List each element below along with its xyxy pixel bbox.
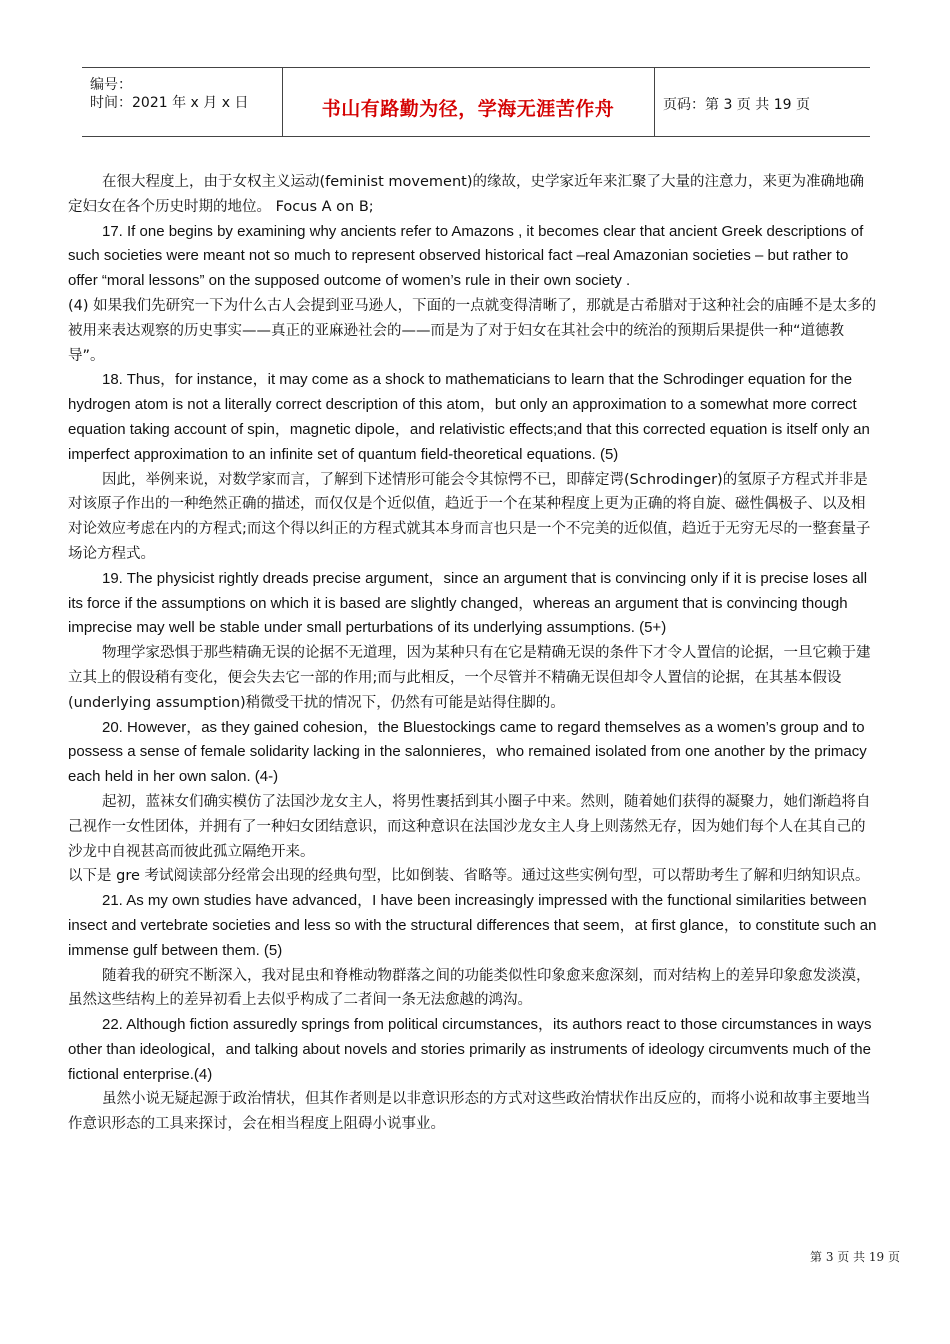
- paragraph-22-zh: 虽然小说无疑起源于政治情状，但其作者则是以非意识形态的方式对这些政治情状作出反应的，而将小说和故事主要地当作意识形态的工具来探讨，会在相当程度上阻碍小说事业。: [68, 1091, 871, 1133]
- paragraph-intro-zh: 在很大程度上，由于女权主义运动(feminist movement)的缘故，史学家近年来汇聚了大量的注意力，来更为准确地确定妇女在各个历史时期的地位。 Focus A on B;: [68, 174, 864, 215]
- header-motto-cell: [282, 68, 655, 136]
- document-number-label: 编号：: [90, 77, 132, 93]
- paragraph-17-en: 17. If one begins by examining why ancients refer to Amazons , it becomes clear that ancient Greek descriptions of such societies were meant not so much to represent observed historical fact –real Amazonian societies – but rather to offer “moral lessons” on the supposed outcome of women’s rule in their own society .: [68, 222, 864, 290]
- header-page-cell: [654, 68, 870, 136]
- document-time-label: 时间：2021 年 x 月 x 日: [90, 95, 249, 111]
- footer-page-number: 第 3 页 共 19 页: [810, 1250, 900, 1264]
- paragraph-19-zh: 物理学家恐惧于那些精确无误的论据不无道理，因为某种只有在它是精确无误的条件下才令人置信的论据，一旦它赖于建立其上的假设稍有变化，便会失去它一部的作用;而与此相反，一个尽管并不精确无误但却令人置信的论据，在其基本假设(underlying assumption)稍微受干扰的情况下，仍然有可能是站得住脚的。: [68, 645, 871, 711]
- header-meta-cell: [82, 68, 283, 136]
- paragraph-19-en: 19. The physicist rightly dreads precise argument，since an argument that is convincing only if it is precise loses all its force if the assumptions on which it is based are slightly changed，whereas an argument that is convincing though imprecise may well be stable under small perturbations of its underlying assumptions. (5+): [68, 569, 868, 637]
- header-page-number: 页码：第 3 页 共 19 页: [663, 97, 810, 113]
- paragraph-note-zh: 以下是 gre 考试阅读部分经常会出现的经典句型，比如倒装、省略等。通过这些实例句型，可以帮助考生了解和归纳知识点。: [68, 868, 870, 885]
- paragraph-22-en: 22. Although fiction assuredly springs from political circumstances，its authors react to those circumstances in ways other than ideological，and talking about novels and stories primarily as instruments of ideology circumvents much of the fictional enterprise.(4): [68, 1016, 872, 1083]
- page-header: [82, 67, 870, 137]
- paragraph-17-zh: (4) 如果我们先研究一下为什么古人会提到亚马逊人，下面的一点就变得清晰了，那就是古希腊对于这种社会的庙睡不是太多的被用来表达观察的历史事实——真正的亚麻逊社会的——而是为了对于妇女在其社会中的统治的预期后果提供一种“道德教导”。: [68, 297, 877, 364]
- paragraph-18-en: 18. Thus，for instance，it may come as a shock to mathematicians to learn that the Schrodinger equation for the hydrogen atom is not a literally correct description of this atom，but only an approximation to a somewhat more correct equation taking account of spin，magnetic dipole，and relativistic effects;and that this corrected equation is itself only an imperfect approximation to an infinite set of quantum field-theoretical equations. (5): [68, 371, 870, 463]
- page-footer: [0, 1248, 900, 1265]
- paragraph-21-en: 21. As my own studies have advanced，I have been increasingly impressed with the functional similarities between insect and vertebrate societies and less so with the structural differences that seem，at first glance，to constitute such an immense gulf between them. (5): [68, 892, 877, 959]
- header-motto: 书山有路勤为径，学海无涯苦作舟: [321, 98, 615, 120]
- paragraph-20-en: 20. However，as they gained cohesion，the Bluestockings came to regard themselves as a women’s group and to possess a sense of female solidarity lacking in the salonnieres，who remained isolated from one another by the primacy each held in her own salon. (4-): [68, 718, 867, 786]
- document-body: [68, 170, 878, 1137]
- paragraph-21-zh: 随着我的研究不断深入，我对昆虫和脊椎动物群落之间的功能类似性印象愈来愈深刻，而对结构上的差异印象愈发淡漠，虽然这些结构上的差异初看上去似乎构成了二者间一条无法愈越的鸿沟。: [68, 967, 871, 1009]
- paragraph-18-zh: 因此，举例来说，对数学家而言，了解到下述情形可能会令其惊愕不已，即薛定谔(Schrodinger)的氢原子方程式并非是对该原子作出的一种绝然正确的描述，而仅仅是个近似值，趋近于一个在某种程度上更为正确的将自旋、磁性偶极子、以及相对论效应考虑在内的方程式;而这个得以纠正的方程式就其本身而言也只是一个不完美的近似值，趋近于无穷无尽的一整套量子场论方程式。: [68, 471, 871, 562]
- paragraph-20-zh: 起初，蓝袜女们确实模仿了法国沙龙女主人，将男性裹括到其小圈子中来。然则，随着她们获得的凝聚力，她们渐趋将自己视作一女性团体，并拥有了一种妇女团结意识，而这种意识在法国沙龙女主人身上则荡然无存，因为她们每个人在其自己的沙龙中自视甚高而彼此孤立隔绝开来。: [68, 793, 871, 860]
